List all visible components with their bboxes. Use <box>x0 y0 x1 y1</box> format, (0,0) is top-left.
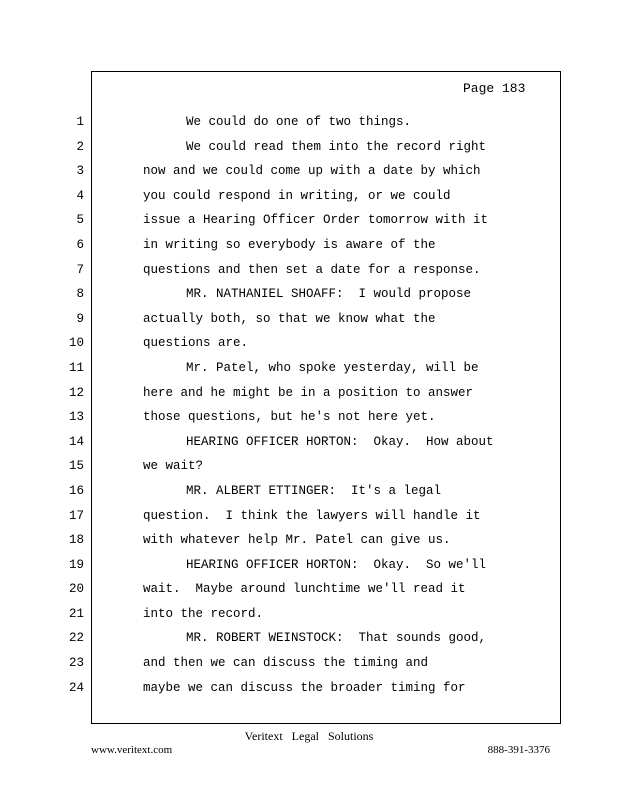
transcript-body <box>143 113 553 703</box>
line-number: 3 <box>76 164 84 179</box>
transcript-line: wait. Maybe around lunchtime we'll read it <box>143 582 466 597</box>
line-number: 2 <box>76 139 84 154</box>
transcript-line: actually both, so that we know what the <box>143 311 436 326</box>
transcript-line: HEARING OFFICER HORTON: Okay. How about <box>186 434 494 449</box>
line-number: 15 <box>68 459 84 474</box>
transcript-line: We could do one of two things. <box>186 115 412 129</box>
line-number: 10 <box>68 336 84 351</box>
transcript-line: MR. ALBERT ETTINGER: It's a legal <box>186 483 442 498</box>
line-number: 16 <box>68 483 84 498</box>
line-number: 18 <box>68 533 84 548</box>
line-number: 12 <box>68 385 84 400</box>
line-number: 19 <box>68 557 84 572</box>
transcript-line: we wait? <box>143 459 204 474</box>
transcript-line: and then we can discuss the timing and <box>143 656 429 671</box>
line-number: 22 <box>68 631 84 646</box>
line-number: 1 <box>76 115 84 129</box>
line-number-column <box>60 113 84 703</box>
line-number: 4 <box>76 188 84 203</box>
transcript-line: those questions, but he's not here yet. <box>143 410 436 425</box>
line-number: 21 <box>68 606 84 621</box>
line-number: 7 <box>76 262 84 277</box>
line-number: 24 <box>68 680 84 695</box>
transcript-line: MR. ROBERT WEINSTOCK: That sounds good, <box>186 631 487 646</box>
transcript-line: you could respond in writing, or we could <box>143 188 451 203</box>
transcript-line: questions and then set a date for a response. <box>143 262 481 277</box>
transcript-line: questions are. <box>143 336 249 351</box>
line-number: 17 <box>68 508 84 523</box>
transcript-line: now and we could come up with a date by which <box>143 164 481 179</box>
transcript-line: maybe we can discuss the broader timing for <box>143 680 466 695</box>
transcript-line: with whatever help Mr. Patel can give us. <box>143 533 451 548</box>
line-number: 11 <box>68 360 84 375</box>
line-number: 5 <box>76 213 84 228</box>
footer-phone: 888-391-3376 <box>487 744 550 756</box>
line-number: 9 <box>76 311 84 326</box>
transcript-line: here and he might be in a position to answer <box>143 385 474 400</box>
transcript-line: in writing so everybody is aware of the <box>143 237 436 252</box>
transcript-line: We could read them into the record right <box>186 139 487 154</box>
transcript-line: HEARING OFFICER HORTON: Okay. So we'll <box>186 557 487 572</box>
footer-website: www.veritext.com <box>91 744 173 756</box>
line-number: 6 <box>76 237 84 252</box>
transcript-line: into the record. <box>143 606 264 621</box>
line-number: 13 <box>68 410 84 425</box>
line-number: 23 <box>68 656 84 671</box>
line-number: 20 <box>68 582 84 597</box>
line-number: 8 <box>76 287 84 302</box>
transcript-line: question. I think the lawyers will handle it <box>143 508 481 523</box>
transcript-line: issue a Hearing Officer Order tomorrow with it <box>143 213 489 228</box>
footer-company-name: Veritext Legal Solutions <box>244 729 374 743</box>
page-number: Page 183 <box>463 81 526 96</box>
transcript-line: Mr. Patel, who spoke yesterday, will be <box>186 360 479 375</box>
transcript-line: MR. NATHANIEL SHOAFF: I would propose <box>186 287 472 302</box>
line-number: 14 <box>68 434 84 449</box>
